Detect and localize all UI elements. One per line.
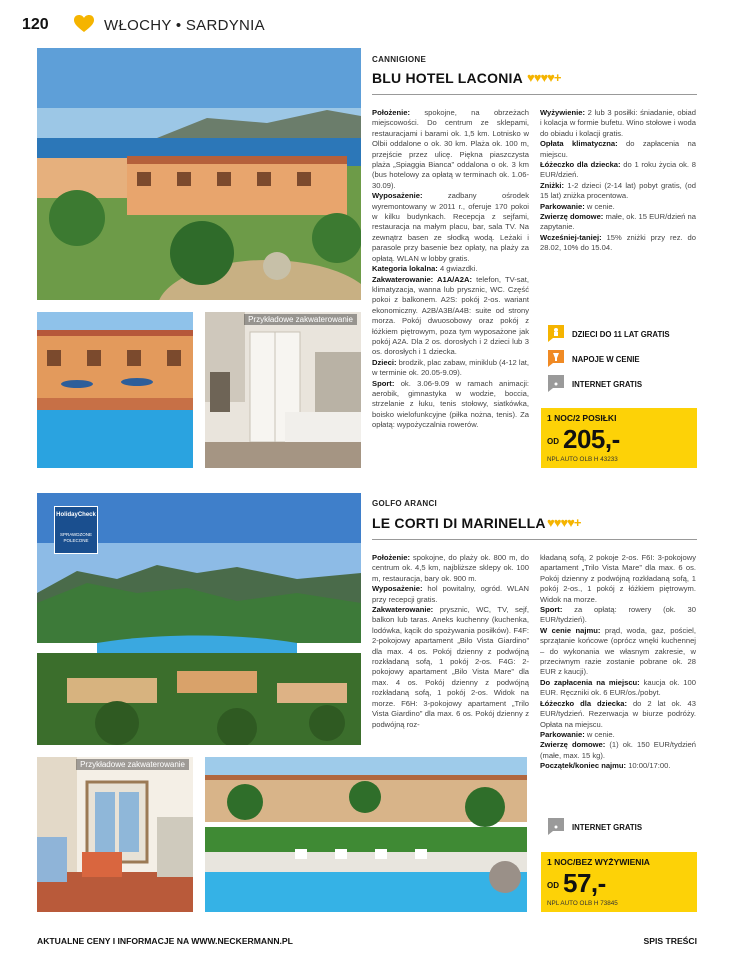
table-of-contents-link[interactable]: SPIS TREŚCI xyxy=(643,936,697,946)
description-paragraph xyxy=(372,553,529,584)
description-paragraph xyxy=(372,264,529,274)
paragraph-label: Parkowanie: xyxy=(540,201,585,211)
wifi-icon xyxy=(548,375,564,392)
paragraph-text: w cenie. xyxy=(584,729,615,739)
paragraph-label: Łóżeczko dla dziecka: xyxy=(540,698,628,708)
paragraph-label: Wyposażenie: xyxy=(372,584,423,594)
paragraph-text: brodzik, plac zabaw, miniklub (4-12 lat, w terminie ok. 20.05-9.09). xyxy=(372,357,530,378)
divider xyxy=(372,94,697,95)
description-paragraph xyxy=(372,584,529,605)
hotel2-description-col2 xyxy=(540,553,696,772)
price-from: OD xyxy=(547,437,559,446)
description-paragraph xyxy=(372,108,529,191)
description-paragraph xyxy=(540,730,696,740)
paragraph-text: ok. 3.06-9.09 w ramach animacji: aerobik, gimnastyka w wodzie, boccia, strzelanie z łuku, tenis stołowy, siatkówka, boisko wielofunkcyjne (piłka nożna, tenis). Za opłatą: wypożyczalnia rowerów. xyxy=(372,378,529,430)
photo-label: Przykładowe zakwaterowanie xyxy=(76,759,189,770)
paragraph-text: spokojne, do plaży ok. 800 m, do centrum ok. 4,5 km, najbliższe sklepy ok. 100 m, restauracja, bary ok. 900 m. xyxy=(372,553,529,583)
paragraph-label: Dzieci: xyxy=(372,357,397,367)
description-paragraph xyxy=(540,699,696,730)
paragraph-text: do zapłacenia na miejscu. xyxy=(540,139,696,159)
paragraph-label: Początek/koniec najmu: xyxy=(540,761,627,771)
paragraph-label: Zakwaterowanie: A1A/A2A: xyxy=(372,274,473,284)
paragraph-text: kładaną sofą, 2 pokoje 2-os. F6I: 3-pokojowy apartament „Trilo Vista Mare” dla max. 6 os. Pokój dzienny z podwójną rozkładaną sofą, 1 pokój 2-os., 1 pokój z łóżkiem piętrowym. Widok na morze. xyxy=(540,553,696,604)
description-paragraph xyxy=(540,761,696,771)
price-code: NPL AUTO OLB H 73845 xyxy=(547,900,618,907)
description-paragraph xyxy=(372,275,529,358)
page-number: 120 xyxy=(22,16,49,33)
divider xyxy=(372,539,697,540)
hotel2-main-photo xyxy=(37,493,361,745)
hotel2-location: GOLFO ARANCI xyxy=(372,499,438,508)
description-paragraph xyxy=(540,212,696,233)
heart-icon xyxy=(74,15,94,33)
paragraph-label: Wcześniej-taniej: xyxy=(540,232,602,242)
description-paragraph xyxy=(540,108,696,139)
paragraph-label: Sport: xyxy=(372,378,395,388)
hotel1-description-col2 xyxy=(540,108,696,254)
paragraph-text: w cenie. xyxy=(584,201,615,211)
paragraph-label: Zniżki: xyxy=(540,180,565,190)
paragraph-text: (1) ok. 150 EUR/tydzień (małe, max. 15 kg). xyxy=(540,740,696,760)
paragraph-label: Sport: xyxy=(540,605,563,615)
description-paragraph xyxy=(540,626,696,678)
description-paragraph xyxy=(372,605,529,730)
rating-hearts: ♥♥♥♥+ xyxy=(547,515,581,530)
description-paragraph xyxy=(540,202,696,212)
price-title: 1 NOC/2 POSIŁKI xyxy=(547,413,617,423)
hotel1-pool-photo xyxy=(37,312,193,468)
description-paragraph xyxy=(540,233,696,254)
description-paragraph xyxy=(372,358,529,379)
paragraph-label: Zwierzę domowe: xyxy=(540,740,606,750)
paragraph-text: spokojne, na obrzeżach miejscowości. Do centrum ze sklepami, restauracjami i barami ok. 1,5 km. Lotnisko w Olbii oddalone o ok. 30 km. Plaża ok. 100 m, przejście przez ulicę. Piękna piaszczysta plaża „Spiaggia Bianca” oddalona o ok. 3 km (bus hotelowy za opłatą w terminach ok. 1.06-30.09). xyxy=(372,108,529,190)
paragraph-label: Łóżeczko dla dziecka: xyxy=(540,160,621,170)
hotel1-main-photo xyxy=(37,48,361,300)
paragraph-label: Położenie: xyxy=(372,108,410,117)
paragraph-label: Parkowanie: xyxy=(540,729,585,739)
hotel2-name: LE CORTI DI MARINELLA xyxy=(372,515,546,531)
paragraph-text: prysznic, WC, TV, sejf, balkon lub taras. Aneks kuchenny (kuchenka, lodówka, kącik do spożywania posiłków). F4F: 2-pokojowy apartament „Bilo Vista Giardino” dla max. 4 os. Pokój dzienny z podwójną rozkładaną sofą, 1 pokój 2-os. F4G: 2-pokojowy apartament „Bilo Vista Mare” dla max. 4 os. Pokój dzienny z podwójną rozkładaną sofą, 1 pokój 2-os. Widok na morze. F6H: 3-pokojowy apartament „Trilo Vista Giardino” dla max. 6 os. Pokój dzienny z podwójną roz- xyxy=(372,605,529,729)
paragraph-label: Położenie: xyxy=(372,553,410,562)
paragraph-label: Zwierzę domowe: xyxy=(540,212,604,222)
drink-icon xyxy=(548,350,564,367)
hotel1-description-col1 xyxy=(372,108,529,431)
paragraph-text: zadbany ośrodek wyremontowany w 2011 r., oferuje 170 pokoi w kilku budynkach. Recepcja z sejfami, restauracja na małym placu, bar, sala TV. Na zewnątrz basen ze słodką wodą. Leżaki i parasole przy basenie bez opłaty, na plaży za opłatą. WLAN w lobby gratis. xyxy=(372,191,529,263)
price-amount: 205,- xyxy=(563,424,620,454)
price-code: NPL AUTO OLB H 43233 xyxy=(547,456,618,463)
paragraph-text: 4 gwiazdki. xyxy=(437,264,478,274)
holidaycheck-badge xyxy=(54,506,98,554)
paragraph-label: W cenie najmu: xyxy=(540,625,601,635)
child-icon xyxy=(548,325,564,342)
description-paragraph xyxy=(540,605,696,626)
badge-title: HolidayCheck xyxy=(56,512,96,518)
rating-hearts: ♥♥♥♥+ xyxy=(527,70,561,85)
paragraph-text: 1-2 dzieci (2-14 lat) pobyt gratis, (od 15 lat) zniżka procentowa. xyxy=(540,180,696,201)
paragraph-text: telefon, TV-sat, klimatyzacja, wanna lub prysznic, WC. Część pokoi z balkonem. A2S: pokój 2-os. wariant ekonomiczny. A2B/A3B/A4B: suite od strony morza. Pokój dwuosobowy oraz pokój z łóżkiem piętrowym, poza tym wyposażone jak pokój A2A. Dla 2 os. dorosłych i 2 dzieci lub 3 os. dorosłych i 1 dziecka. xyxy=(372,274,529,357)
hotel2-room-photo xyxy=(37,757,193,912)
price-title: 1 NOC/BEZ WYŻYWIENIA xyxy=(547,857,650,867)
price-amount: 57,- xyxy=(563,868,606,898)
hotel1-name: BLU HOTEL LACONIA xyxy=(372,70,523,86)
paragraph-label: Zakwaterowanie: xyxy=(372,605,434,615)
description-paragraph xyxy=(372,379,529,431)
hotel1-location: CANNIGIONE xyxy=(372,55,427,64)
paragraph-text: kaucja ok. 100 EUR. Ręczniki ok. 6 EUR/os./pobyt. xyxy=(540,677,696,698)
paragraph-label: Wyposażenie: xyxy=(372,191,423,201)
paragraph-text: małe, ok. 15 EUR/dzień na zapytanie. xyxy=(540,212,696,232)
description-paragraph xyxy=(540,160,696,181)
description-paragraph xyxy=(372,191,529,264)
hotel2-price-box[interactable] xyxy=(541,852,697,912)
paragraph-text: 2 lub 3 posiłki: śniadanie, obiad i kolacja w formie bufetu. Wino stołowe i woda do obiadu i kolacji gratis. xyxy=(540,108,696,138)
description-paragraph xyxy=(540,181,696,202)
description-paragraph xyxy=(540,678,696,699)
paragraph-text: 10:00/17:00. xyxy=(626,761,671,771)
hotel1-room-photo xyxy=(205,312,361,468)
feature-label: INTERNET GRATIS xyxy=(572,823,643,832)
paragraph-text: hol powitalny, ogród. WLAN przy recepcji gratis. xyxy=(372,584,529,604)
paragraph-label: Opłata klimatyczna: xyxy=(540,139,618,149)
paragraph-text: za opłatą: rowery (ok. 30 EUR/tydzień). xyxy=(540,605,696,625)
hotel2-pool-photo xyxy=(205,757,527,912)
hotel1-price-box[interactable] xyxy=(541,408,697,468)
badge-subtitle: SPRAWDZONE POLECONE xyxy=(59,532,93,543)
feature-label: NAPOJE W CENIE xyxy=(572,355,640,364)
paragraph-text: 15% zniżki przy rez. do 28.02, 10% do 15.04. xyxy=(540,232,696,253)
paragraph-label: Do zapłacenia na miejscu: xyxy=(540,677,640,687)
photo-label: Przykładowe zakwaterowanie xyxy=(244,314,357,325)
paragraph-text: do 2 lat ok. 43 EUR/tydzień. Rezerwacja w biurze podróży. Opłata na miejscu. xyxy=(540,698,696,729)
price-from: OD xyxy=(547,881,559,890)
footer-website-link[interactable]: AKTUALNE CENY I INFORMACJE NA WWW.NECKERMANN.PL xyxy=(37,936,293,946)
paragraph-label: Wyżywienie: xyxy=(540,108,586,117)
feature-label: INTERNET GRATIS xyxy=(572,380,643,389)
paragraph-text: prąd, woda, gaz, pościel, sprzątanie końcowe (oprócz wnęki kuchennej – do wykonania we własnym zakresie, w przeciwnym razie zostanie pobrane ok. 28 EUR z kaucji). xyxy=(540,625,696,677)
description-paragraph xyxy=(540,139,696,160)
wifi-icon xyxy=(548,818,564,835)
paragraph-text: do 1 roku życia ok. 8 EUR/dzień. xyxy=(540,160,696,180)
description-paragraph xyxy=(540,553,696,605)
description-paragraph xyxy=(540,740,696,761)
feature-label: DZIECI DO 11 LAT GRATIS xyxy=(572,330,670,339)
paragraph-label: Kategoria lokalna: xyxy=(372,264,438,274)
region-title: WŁOCHY • SARDYNIA xyxy=(104,17,265,34)
hotel2-description-col1 xyxy=(372,553,529,730)
